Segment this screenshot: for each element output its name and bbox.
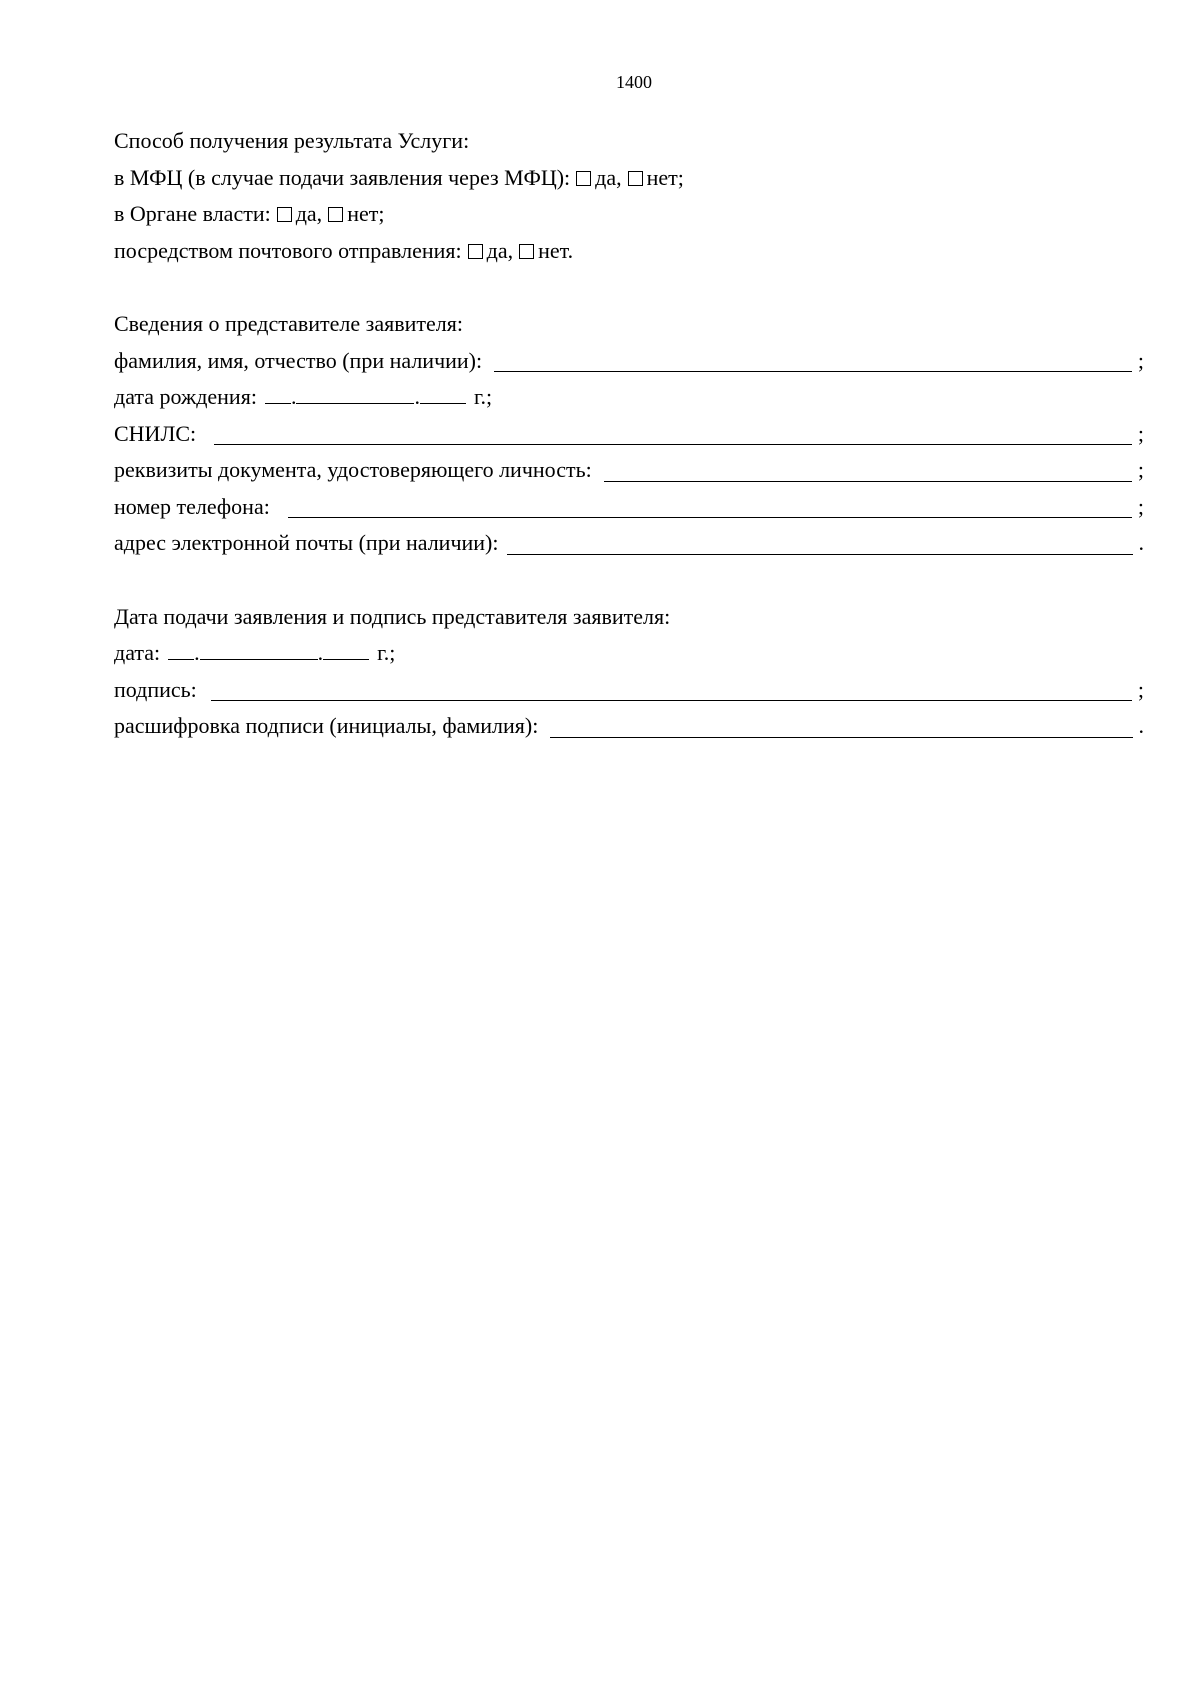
signature-decode-field[interactable] (550, 715, 1132, 738)
submission-heading: Дата подачи заявления и подпись представителя заявителя: (114, 603, 671, 629)
authority-yes-checkbox[interactable] (277, 207, 292, 222)
submission-date-row: дата: . . г.; (114, 640, 396, 665)
phone-row: номер телефона: ; (114, 493, 1144, 519)
result-authority-row: в Органе власти: да, нет; (114, 201, 385, 226)
snils-row: СНИЛС: ; (114, 420, 1144, 446)
submission-day-field[interactable] (168, 639, 194, 660)
birth-day-field[interactable] (265, 383, 291, 404)
signature-decode-row: расшифровка подписи (инициалы, фамилия): . (114, 713, 1144, 738)
submission-month-field[interactable] (200, 639, 318, 660)
birth-date-row: дата рождения: . . г.; (114, 384, 493, 409)
authority-no-checkbox[interactable] (328, 207, 343, 222)
signature-row: подпись: ; (114, 676, 1144, 702)
snils-field[interactable] (214, 422, 1132, 445)
mfc-yes-checkbox[interactable] (576, 171, 591, 186)
result-method-heading: Способ получения результата Услуги: (114, 128, 470, 153)
post-yes-checkbox[interactable] (468, 244, 483, 259)
id-document-row: реквизиты документа, удостоверяющего личность: ; (114, 457, 1144, 482)
full-name-row: фамилия, имя, отчество (при наличии): ; (114, 347, 1144, 373)
form-content (114, 123, 1144, 745)
mfc-no-checkbox[interactable] (628, 171, 643, 186)
representative-heading: Сведения о представителе заявителя: (114, 311, 463, 336)
result-post-row: посредством почтового отправления: да, нет. (114, 237, 574, 263)
birth-month-field[interactable] (296, 383, 414, 404)
phone-field[interactable] (288, 495, 1132, 518)
result-mfc-row: в МФЦ (в случае подачи заявления через МФЦ): да, нет; (114, 164, 684, 190)
email-row: адрес электронной почты (при наличии): . (114, 530, 1144, 555)
page-number: 1400 (616, 72, 652, 92)
submission-year-field[interactable] (323, 639, 369, 660)
post-no-checkbox[interactable] (519, 244, 534, 259)
signature-field[interactable] (211, 678, 1132, 701)
email-field[interactable] (507, 532, 1133, 555)
birth-year-field[interactable] (420, 383, 466, 404)
id-document-field[interactable] (604, 459, 1132, 482)
full-name-field[interactable] (494, 349, 1132, 372)
